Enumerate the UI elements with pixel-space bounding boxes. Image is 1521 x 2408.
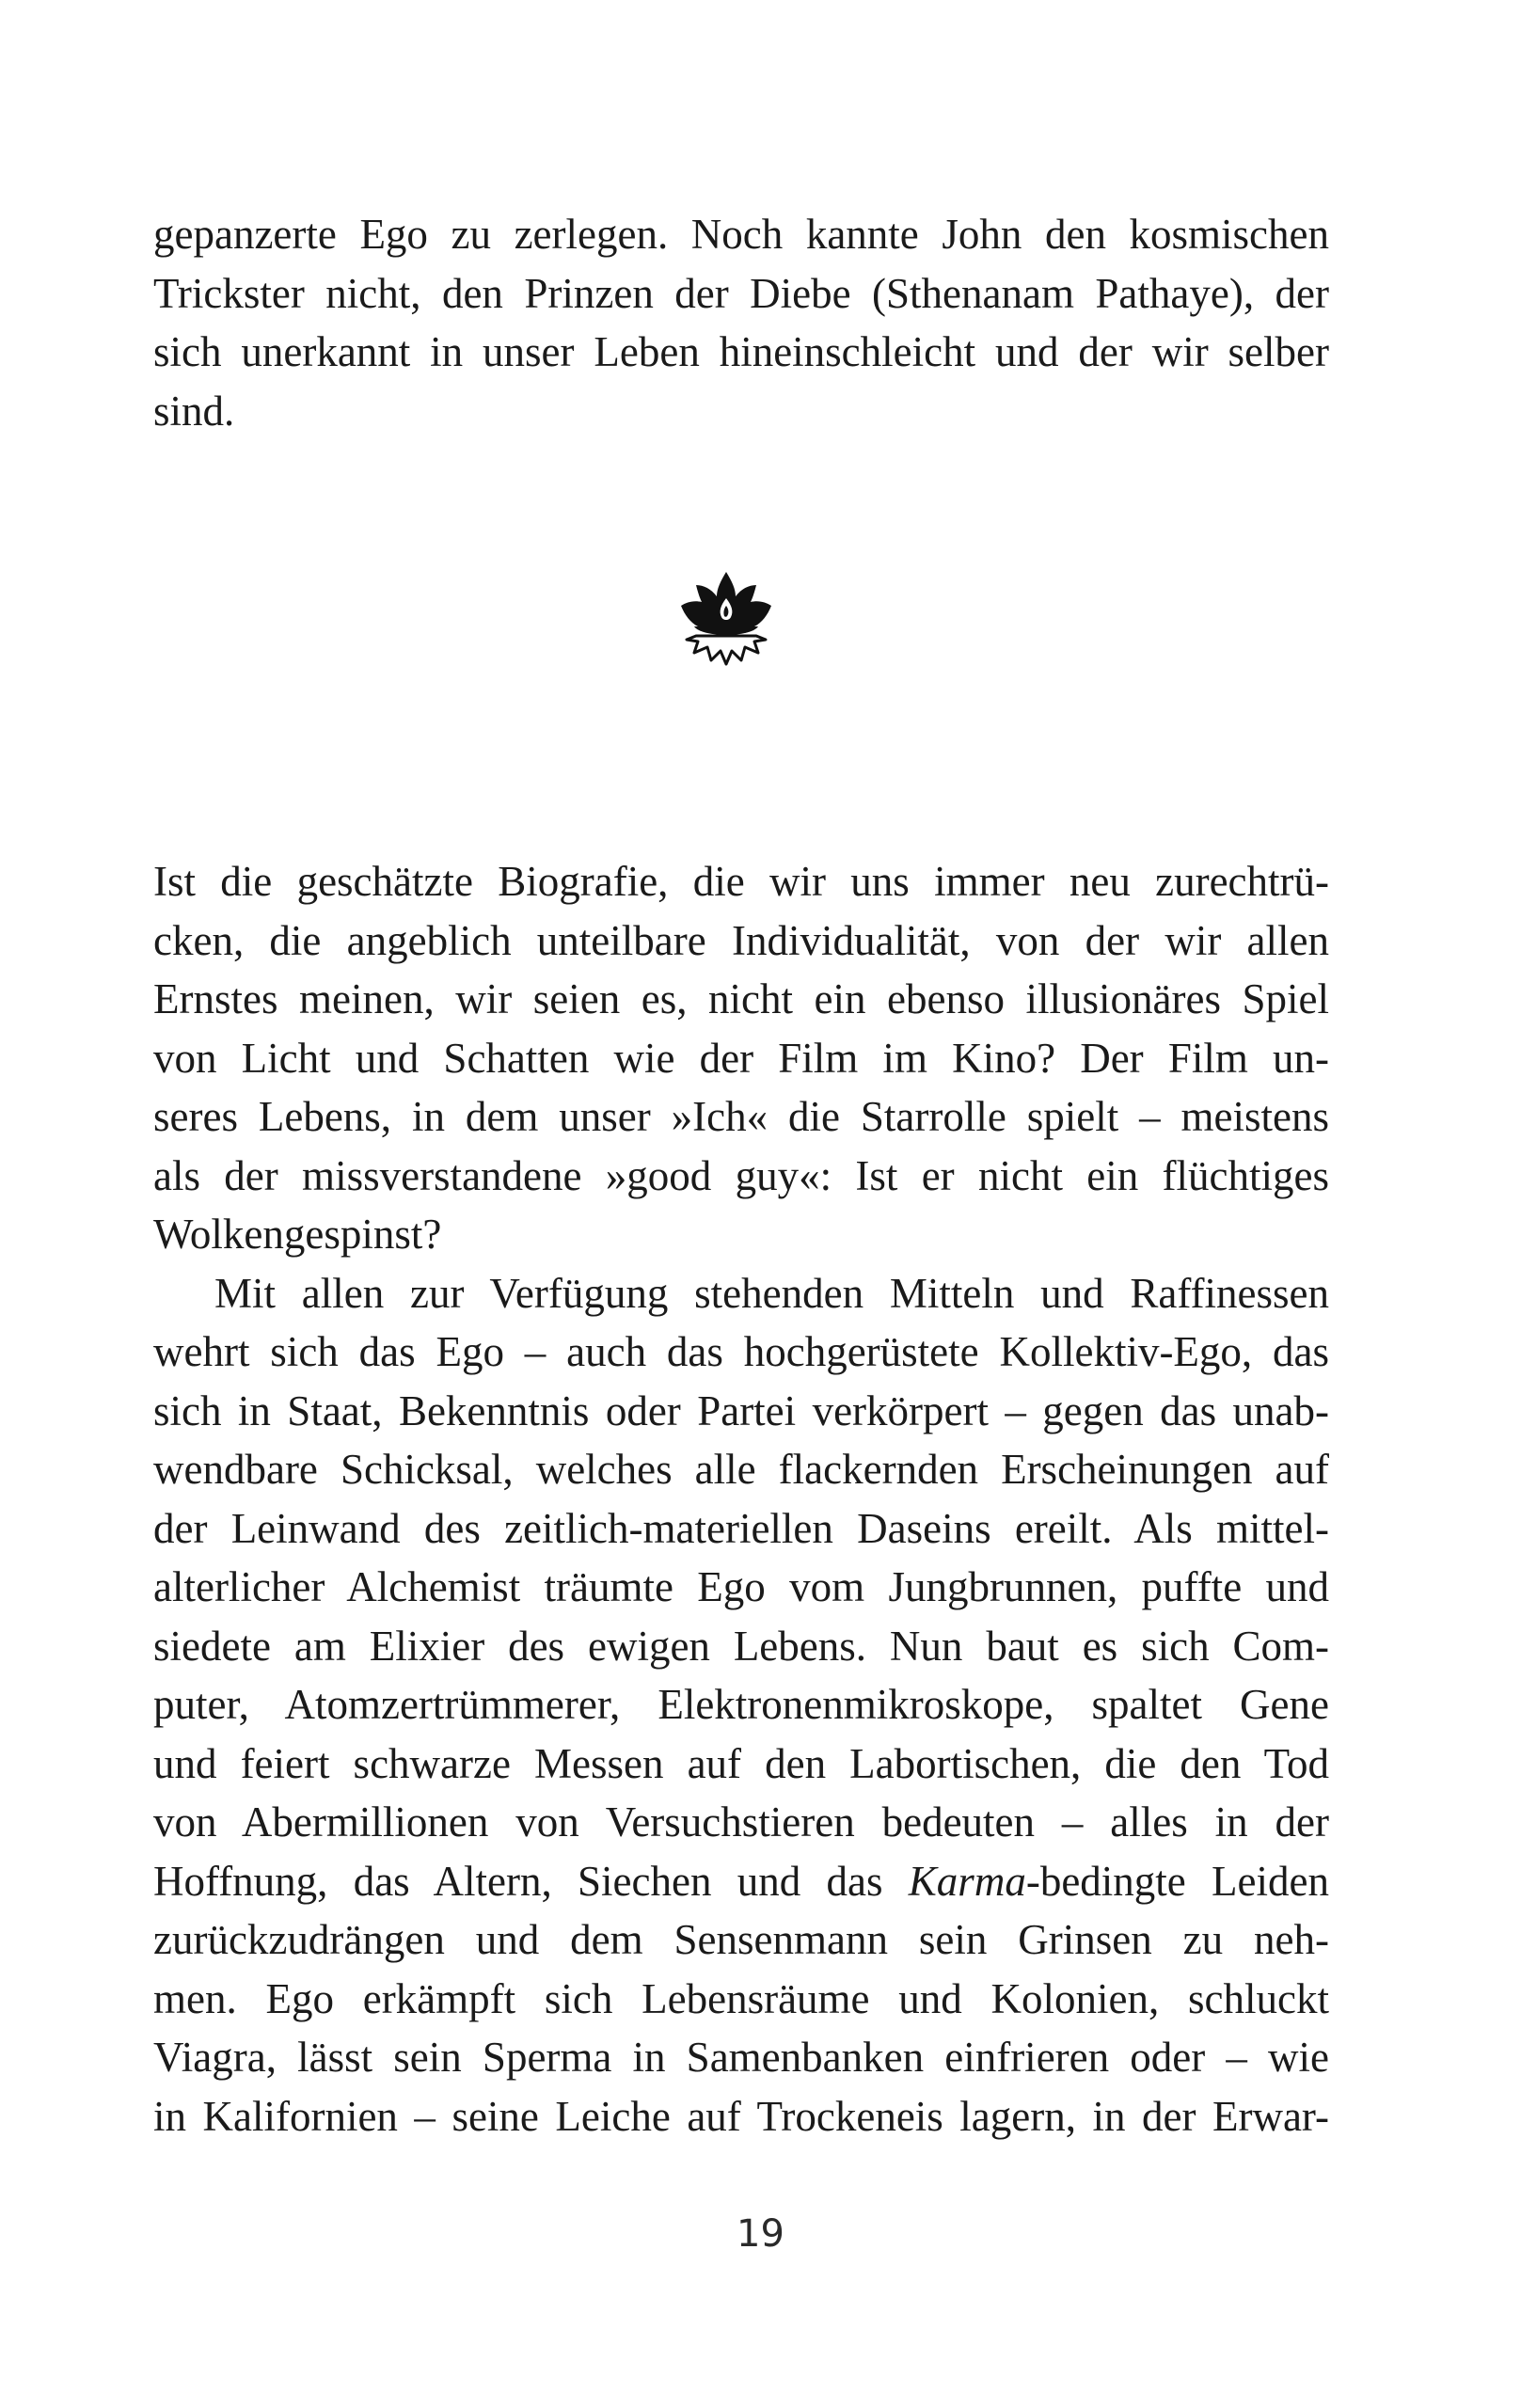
text-fragment: Hoffnung, das Altern, Siechen und das	[153, 1857, 909, 1905]
book-page	[153, 0, 1329, 2408]
text-line: sind.	[153, 387, 235, 435]
text-line: gepanzerte Ego zu zerlegen. Noch kannte John den kosmischen	[153, 211, 1329, 258]
text-line: zurückzudrängen und dem Sensenmann sein Grinsen zu neh-	[153, 1916, 1329, 1963]
italic-term: Karma	[908, 1857, 1026, 1905]
text-line: Wolkengespinst?	[153, 1211, 442, 1258]
text-line: sich unerkannt in unser Leben hineinschleicht und der wir selber	[153, 328, 1329, 375]
text-line: Trickster nicht, den Prinzen der Diebe (Sthenanam Pathaye), der	[153, 269, 1329, 317]
text-line: men. Ego erkämpft sich Lebensräume und Kolonien, schluckt	[153, 1974, 1329, 2022]
text-line: in Kalifornien – seine Leiche auf Trockeneis lagern, in der Erwar-	[153, 2092, 1329, 2140]
text-fragment: -bedingte Leiden	[1025, 1857, 1329, 1905]
text-line: siedete am Elixier des ewigen Lebens. Nun baut es sich Com-	[153, 1622, 1329, 1670]
text-line: seres Lebens, in dem unser »Ich« die Starrolle spielt – meistens	[153, 1093, 1329, 1140]
text-line: von Licht und Schatten wie der Film im Kino? Der Film un-	[153, 1034, 1329, 1082]
text-line: wendbare Schicksal, welches alle flackernden Erscheinungen auf	[153, 1446, 1329, 1493]
lotus-flame-icon	[670, 564, 783, 677]
text-line: Ist die geschätzte Biografie, die wir uns immer neu zurechtrü-	[153, 858, 1329, 905]
page-number: 19	[737, 2212, 784, 2256]
text-line: puter, Atomzertrümmerer, Elektronenmikroskope, spaltet Gene	[153, 1681, 1329, 1728]
text-line	[153, 1852, 1329, 1911]
text-line: von Abermillionen von Versuchstieren bedeuten – alles in der	[153, 1798, 1329, 1846]
text-line: Mit allen zur Verfügung stehenden Mitteln und Raffinessen	[214, 1269, 1329, 1317]
text-line: Viagra, lässt sein Sperma in Samenbanken einfrieren oder – wie	[153, 2034, 1329, 2081]
text-line: wehrt sich das Ego – auch das hochgerüstete Kollektiv-Ego, das	[153, 1328, 1329, 1375]
text-line: und feiert schwarze Messen auf den Labortischen, die den Tod	[153, 1739, 1329, 1787]
text-line: sich in Staat, Bekenntnis oder Partei verkörpert – gegen das unab-	[153, 1386, 1329, 1434]
text-line: cken, die angeblich unteilbare Individualität, von der wir allen	[153, 916, 1329, 964]
paragraph-continuation	[153, 205, 1329, 440]
text-line: der Leinwand des zeitlich-materiellen Daseins ereilt. Als mittel-	[153, 1504, 1329, 1552]
text-line: Ernstes meinen, wir seien es, nicht ein ebenso illusionäres Spiel	[153, 975, 1329, 1022]
text-line: als der missverstandene »good guy«: Ist er nicht ein flüchtiges	[153, 1151, 1329, 1199]
text-line: alterlicher Alchemist träumte Ego vom Jungbrunnen, puffte und	[153, 1563, 1329, 1610]
section-body	[153, 852, 1329, 2146]
